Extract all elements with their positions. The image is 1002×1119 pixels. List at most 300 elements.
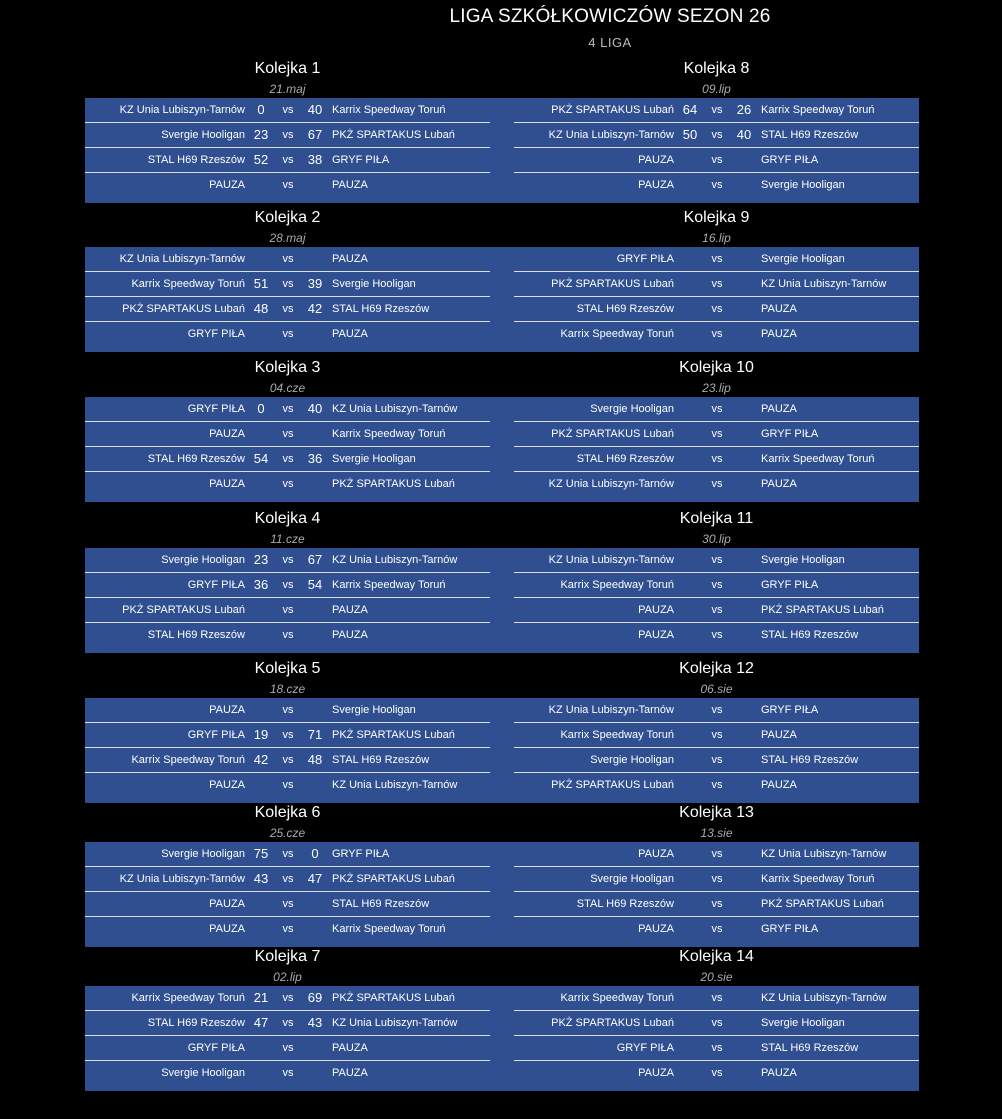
match-row[interactable]: [514, 1011, 919, 1036]
vs-label: vs: [282, 104, 294, 116]
vs-label: vs: [282, 328, 294, 340]
match-row[interactable]: [514, 123, 919, 148]
vs-label: vs: [711, 898, 723, 910]
page-subtitle: 4 LIGA: [588, 35, 632, 50]
round-name: Kolejka 13: [679, 804, 754, 821]
home-team: STAL H69 Rzeszów: [147, 453, 245, 465]
home-team: GRYF PIŁA: [187, 729, 245, 741]
match-row[interactable]: [85, 397, 490, 422]
round-name: Kolejka 6: [254, 804, 321, 821]
round-name: Kolejka 9: [683, 209, 750, 226]
round-date: 18.cze: [269, 682, 306, 696]
round-date: 11.cze: [270, 532, 305, 546]
round-header: [85, 357, 490, 397]
away-team: PAUZA: [332, 604, 368, 616]
away-team: GRYF PIŁA: [332, 154, 390, 166]
round-header: [85, 802, 490, 842]
matches-column: [85, 247, 490, 347]
round-name: Kolejka 2: [254, 209, 321, 226]
home-team: GRYF PIŁA: [187, 403, 245, 415]
vs-label: vs: [711, 1067, 723, 1079]
match-row[interactable]: [85, 1036, 490, 1061]
vs-label: vs: [711, 923, 723, 935]
away-team: GRYF PIŁA: [761, 154, 819, 166]
away-team: Karrix Speedway Toruń: [761, 873, 875, 885]
home-team: KZ Unia Lubiszyn-Tarnów: [119, 104, 245, 116]
away-team: Svergie Hooligan: [761, 1017, 845, 1029]
away-team: PAUZA: [332, 253, 368, 265]
home-team: PKŻ SPARTAKUS Lubań: [551, 779, 674, 791]
away-team: Svergie Hooligan: [761, 554, 845, 566]
home-team: Karrix Speedway Toruń: [560, 579, 674, 591]
match-row[interactable]: [85, 472, 490, 497]
away-score: 36: [307, 451, 323, 466]
match-row[interactable]: [514, 548, 919, 573]
away-team: Karrix Speedway Toruń: [332, 104, 446, 116]
home-team: GRYF PIŁA: [187, 579, 245, 591]
vs-label: vs: [282, 179, 294, 191]
vs-label: vs: [711, 704, 723, 716]
home-team: PKŻ SPARTAKUS Lubań: [551, 278, 674, 290]
home-team: STAL H69 Rzeszów: [576, 898, 674, 910]
vs-label: vs: [282, 428, 294, 440]
home-team: PAUZA: [638, 154, 674, 166]
matches-column: [85, 698, 490, 798]
match-row[interactable]: [85, 123, 490, 148]
away-score: 42: [307, 301, 323, 316]
home-team: PKŻ SPARTAKUS Lubań: [551, 1017, 674, 1029]
home-score: 51: [253, 276, 269, 291]
vs-label: vs: [711, 779, 723, 791]
match-row[interactable]: [514, 917, 919, 942]
home-score: 52: [253, 152, 269, 167]
home-team: PKŻ SPARTAKUS Lubań: [551, 104, 674, 116]
match-row[interactable]: [514, 322, 919, 347]
away-team: Svergie Hooligan: [761, 179, 845, 191]
away-team: PAUZA: [761, 303, 797, 315]
match-row[interactable]: [514, 173, 919, 198]
vs-label: vs: [711, 253, 723, 265]
matches-panel: [85, 986, 919, 1091]
vs-label: vs: [282, 303, 294, 315]
match-row[interactable]: [85, 447, 490, 472]
match-row[interactable]: [85, 842, 490, 867]
matches-column: [85, 548, 490, 648]
matches-panel: [85, 247, 919, 352]
away-team: STAL H69 Rzeszów: [332, 754, 430, 766]
round-date: 30.lip: [702, 532, 731, 546]
home-score: 0: [257, 102, 265, 117]
away-score: 43: [307, 1015, 323, 1030]
away-score: 0: [311, 846, 319, 861]
away-team: PKŻ SPARTAKUS Lubań: [332, 992, 455, 1004]
matches-panel: [85, 397, 919, 502]
away-team: PKŻ SPARTAKUS Lubań: [332, 478, 455, 490]
away-team: PAUZA: [761, 1067, 797, 1079]
home-team: PAUZA: [209, 898, 245, 910]
home-team: KZ Unia Lubiszyn-Tarnów: [548, 129, 674, 141]
away-team: PKŻ SPARTAKUS Lubań: [332, 129, 455, 141]
match-row[interactable]: [85, 148, 490, 173]
away-team: PAUZA: [332, 179, 368, 191]
round-name: Kolejka 12: [679, 660, 754, 677]
away-team: PKŻ SPARTAKUS Lubań: [761, 898, 884, 910]
match-row[interactable]: [514, 723, 919, 748]
away-team: Karrix Speedway Toruń: [761, 104, 875, 116]
vs-label: vs: [711, 179, 723, 191]
vs-label: vs: [711, 328, 723, 340]
vs-label: vs: [711, 604, 723, 616]
round-name: Kolejka 4: [254, 510, 321, 527]
round-date: 16.lip: [702, 231, 731, 245]
vs-label: vs: [711, 848, 723, 860]
home-team: PAUZA: [209, 704, 245, 716]
home-score: 19: [253, 727, 269, 742]
match-row[interactable]: [514, 842, 919, 867]
match-row[interactable]: [514, 247, 919, 272]
matches-panel: [85, 548, 919, 653]
match-row[interactable]: [514, 1061, 919, 1086]
home-team: PAUZA: [209, 179, 245, 191]
home-team: KZ Unia Lubiszyn-Tarnów: [119, 873, 245, 885]
vs-label: vs: [282, 403, 294, 415]
away-team: PKŻ SPARTAKUS Lubań: [332, 729, 455, 741]
away-team: STAL H69 Rzeszów: [332, 898, 430, 910]
home-score: 47: [253, 1015, 269, 1030]
away-team: PAUZA: [761, 779, 797, 791]
home-team: Karrix Speedway Toruń: [131, 278, 245, 290]
match-row[interactable]: [85, 548, 490, 573]
vs-label: vs: [711, 278, 723, 290]
match-row[interactable]: [85, 98, 490, 123]
vs-label: vs: [282, 278, 294, 290]
round-date: 25.cze: [269, 826, 306, 840]
match-row[interactable]: [85, 723, 490, 748]
matches-column: [85, 397, 490, 497]
round-header: [514, 58, 919, 98]
vs-label: vs: [711, 729, 723, 741]
match-row[interactable]: [85, 422, 490, 447]
round-header: [85, 658, 490, 698]
round-header: [514, 946, 919, 986]
away-team: STAL H69 Rzeszów: [761, 629, 859, 641]
home-team: STAL H69 Rzeszów: [576, 303, 674, 315]
away-team: PAUZA: [332, 629, 368, 641]
vs-label: vs: [282, 604, 294, 616]
away-team: PAUZA: [332, 1042, 368, 1054]
matches-column: [85, 986, 490, 1086]
home-team: STAL H69 Rzeszów: [147, 629, 245, 641]
home-team: Svergie Hooligan: [161, 554, 245, 566]
match-row[interactable]: [85, 917, 490, 942]
away-score: 38: [307, 152, 323, 167]
home-team: Svergie Hooligan: [161, 848, 245, 860]
home-team: Karrix Speedway Toruń: [560, 729, 674, 741]
home-team: STAL H69 Rzeszów: [147, 1017, 245, 1029]
vs-label: vs: [282, 779, 294, 791]
matches-column: [514, 247, 919, 347]
match-row[interactable]: [514, 422, 919, 447]
vs-label: vs: [282, 579, 294, 591]
away-team: KZ Unia Lubiszyn-Tarnów: [332, 1017, 458, 1029]
matches-column: [514, 986, 919, 1086]
home-team: Svergie Hooligan: [590, 754, 674, 766]
match-row[interactable]: [514, 1036, 919, 1061]
home-team: PAUZA: [638, 604, 674, 616]
round-name: Kolejka 3: [254, 359, 321, 376]
home-score: 48: [253, 301, 269, 316]
match-row[interactable]: [85, 748, 490, 773]
away-score: 69: [307, 990, 323, 1005]
home-team: Svergie Hooligan: [590, 873, 674, 885]
vs-label: vs: [282, 848, 294, 860]
home-score: 23: [253, 127, 269, 142]
away-team: PAUZA: [761, 478, 797, 490]
home-team: Svergie Hooligan: [590, 403, 674, 415]
vs-label: vs: [282, 253, 294, 265]
match-row[interactable]: [85, 297, 490, 322]
vs-label: vs: [711, 129, 723, 141]
home-team: PAUZA: [638, 923, 674, 935]
away-score: 26: [736, 102, 752, 117]
away-team: Karrix Speedway Toruń: [761, 453, 875, 465]
vs-label: vs: [711, 873, 723, 885]
vs-label: vs: [282, 704, 294, 716]
match-row[interactable]: [514, 748, 919, 773]
round-header: [514, 508, 919, 548]
home-team: GRYF PIŁA: [616, 253, 674, 265]
round-date: 28.maj: [269, 231, 306, 245]
home-score: 36: [253, 577, 269, 592]
match-row[interactable]: [514, 986, 919, 1011]
matches-column: [85, 98, 490, 198]
home-team: GRYF PIŁA: [187, 1042, 245, 1054]
home-team: PKŻ SPARTAKUS Lubań: [122, 303, 245, 315]
vs-label: vs: [711, 992, 723, 1004]
matches-panel: [85, 98, 919, 203]
vs-label: vs: [282, 729, 294, 741]
away-score: 67: [307, 552, 323, 567]
vs-label: vs: [282, 873, 294, 885]
away-team: Svergie Hooligan: [761, 253, 845, 265]
match-row[interactable]: [514, 447, 919, 472]
vs-label: vs: [282, 1067, 294, 1079]
round-header: [514, 802, 919, 842]
vs-label: vs: [711, 428, 723, 440]
match-row[interactable]: [514, 98, 919, 123]
round-name: Kolejka 1: [254, 60, 321, 77]
match-row[interactable]: [514, 892, 919, 917]
away-team: KZ Unia Lubiszyn-Tarnów: [332, 403, 458, 415]
round-header: [514, 207, 919, 247]
away-score: 40: [307, 102, 323, 117]
vs-label: vs: [282, 898, 294, 910]
match-row[interactable]: [514, 698, 919, 723]
vs-label: vs: [711, 478, 723, 490]
away-team: PAUZA: [332, 328, 368, 340]
away-team: PKŻ SPARTAKUS Lubań: [761, 604, 884, 616]
vs-label: vs: [711, 629, 723, 641]
round-name: Kolejka 14: [679, 948, 754, 965]
away-score: 67: [307, 127, 323, 142]
home-team: Karrix Speedway Toruń: [131, 992, 245, 1004]
away-score: 40: [307, 401, 323, 416]
home-team: PAUZA: [209, 923, 245, 935]
vs-label: vs: [282, 1017, 294, 1029]
away-team: GRYF PIŁA: [761, 704, 819, 716]
match-row[interactable]: [85, 698, 490, 723]
home-team: GRYF PIŁA: [616, 1042, 674, 1054]
matches-column: [514, 698, 919, 798]
vs-label: vs: [711, 754, 723, 766]
vs-label: vs: [711, 554, 723, 566]
home-team: PAUZA: [209, 779, 245, 791]
home-score: 54: [253, 451, 269, 466]
match-row[interactable]: [514, 867, 919, 892]
away-score: 48: [307, 752, 323, 767]
home-score: 64: [682, 102, 698, 117]
matches-column: [514, 548, 919, 648]
away-score: 47: [307, 871, 323, 886]
away-team: PAUZA: [332, 1067, 368, 1079]
match-row[interactable]: [514, 297, 919, 322]
match-row[interactable]: [514, 773, 919, 798]
vs-label: vs: [282, 629, 294, 641]
match-row[interactable]: [514, 623, 919, 648]
away-team: GRYF PIŁA: [761, 923, 819, 935]
away-score: 71: [307, 727, 323, 742]
home-team: PKŻ SPARTAKUS Lubań: [122, 604, 245, 616]
round-name: Kolejka 5: [254, 660, 321, 677]
match-row[interactable]: [85, 247, 490, 272]
round-date: 04.cze: [269, 381, 306, 395]
away-team: PKŻ SPARTAKUS Lubań: [332, 873, 455, 885]
away-team: Svergie Hooligan: [332, 704, 416, 716]
away-team: STAL H69 Rzeszów: [761, 1042, 859, 1054]
round-date: 13.sie: [700, 826, 733, 840]
vs-label: vs: [711, 104, 723, 116]
away-team: Karrix Speedway Toruń: [332, 579, 446, 591]
home-team: KZ Unia Lubiszyn-Tarnów: [548, 704, 674, 716]
vs-label: vs: [711, 403, 723, 415]
round-date: 20.sie: [700, 970, 733, 984]
matches-column: [514, 397, 919, 497]
match-row[interactable]: [514, 397, 919, 422]
away-team: Karrix Speedway Toruń: [332, 428, 446, 440]
match-row[interactable]: [85, 773, 490, 798]
round-header: [85, 508, 490, 548]
away-score: 54: [307, 577, 323, 592]
match-row[interactable]: [85, 867, 490, 892]
vs-label: vs: [282, 478, 294, 490]
home-team: PAUZA: [209, 428, 245, 440]
vs-label: vs: [282, 1042, 294, 1054]
match-row[interactable]: [514, 272, 919, 297]
home-score: 75: [253, 846, 269, 861]
away-score: 40: [736, 127, 752, 142]
home-score: 23: [253, 552, 269, 567]
match-row[interactable]: [514, 472, 919, 497]
home-team: PAUZA: [638, 179, 674, 191]
away-team: GRYF PIŁA: [761, 579, 819, 591]
matches-panel: [85, 842, 919, 947]
away-team: STAL H69 Rzeszów: [761, 754, 859, 766]
vs-label: vs: [282, 129, 294, 141]
away-team: Karrix Speedway Toruń: [332, 923, 446, 935]
away-team: PAUZA: [761, 403, 797, 415]
matches-column: [514, 98, 919, 198]
home-score: 43: [253, 871, 269, 886]
match-row[interactable]: [85, 322, 490, 347]
match-row[interactable]: [514, 573, 919, 598]
vs-label: vs: [711, 453, 723, 465]
match-row[interactable]: [85, 1011, 490, 1036]
home-score: 50: [682, 127, 698, 142]
away-team: KZ Unia Lubiszyn-Tarnów: [761, 992, 887, 1004]
round-header: [85, 207, 490, 247]
match-row[interactable]: [85, 598, 490, 623]
home-team: PAUZA: [209, 478, 245, 490]
match-row[interactable]: [85, 573, 490, 598]
home-team: KZ Unia Lubiszyn-Tarnów: [119, 253, 245, 265]
round-header: [514, 357, 919, 397]
round-name: Kolejka 10: [679, 359, 754, 376]
home-team: PAUZA: [638, 629, 674, 641]
match-row[interactable]: [85, 272, 490, 297]
round-date: 02.lip: [273, 970, 302, 984]
match-row[interactable]: [514, 148, 919, 173]
match-row[interactable]: [85, 1061, 490, 1086]
vs-label: vs: [282, 554, 294, 566]
match-row[interactable]: [514, 598, 919, 623]
match-row[interactable]: [85, 892, 490, 917]
home-team: Svergie Hooligan: [161, 1067, 245, 1079]
vs-label: vs: [711, 1042, 723, 1054]
home-team: Svergie Hooligan: [161, 129, 245, 141]
away-team: PAUZA: [761, 729, 797, 741]
vs-label: vs: [711, 1017, 723, 1029]
matches-column: [85, 842, 490, 942]
match-row[interactable]: [85, 986, 490, 1011]
round-date: 09.lip: [702, 82, 731, 96]
matches-column: [514, 842, 919, 942]
away-team: KZ Unia Lubiszyn-Tarnów: [761, 848, 887, 860]
home-score: 21: [253, 990, 269, 1005]
away-team: KZ Unia Lubiszyn-Tarnów: [332, 554, 458, 566]
round-date: 23.lip: [702, 381, 731, 395]
away-team: PAUZA: [761, 328, 797, 340]
round-date: 21.maj: [269, 82, 306, 96]
home-team: Karrix Speedway Toruń: [560, 992, 674, 1004]
home-team: Karrix Speedway Toruń: [131, 754, 245, 766]
home-team: Karrix Speedway Toruń: [560, 328, 674, 340]
away-team: Svergie Hooligan: [332, 278, 416, 290]
away-team: GRYF PIŁA: [332, 848, 390, 860]
page-title: LIGA SZKÓŁKOWICZÓW SEZON 26: [449, 6, 771, 27]
home-team: PKŻ SPARTAKUS Lubań: [551, 428, 674, 440]
vs-label: vs: [282, 453, 294, 465]
round-header: [514, 658, 919, 698]
match-row[interactable]: [85, 623, 490, 648]
round-date: 06.sie: [700, 682, 733, 696]
home-team: PAUZA: [638, 1067, 674, 1079]
home-team: STAL H69 Rzeszów: [147, 154, 245, 166]
match-row[interactable]: [85, 173, 490, 198]
vs-label: vs: [711, 303, 723, 315]
vs-label: vs: [282, 154, 294, 166]
away-score: 39: [307, 276, 323, 291]
round-header: [85, 58, 490, 98]
